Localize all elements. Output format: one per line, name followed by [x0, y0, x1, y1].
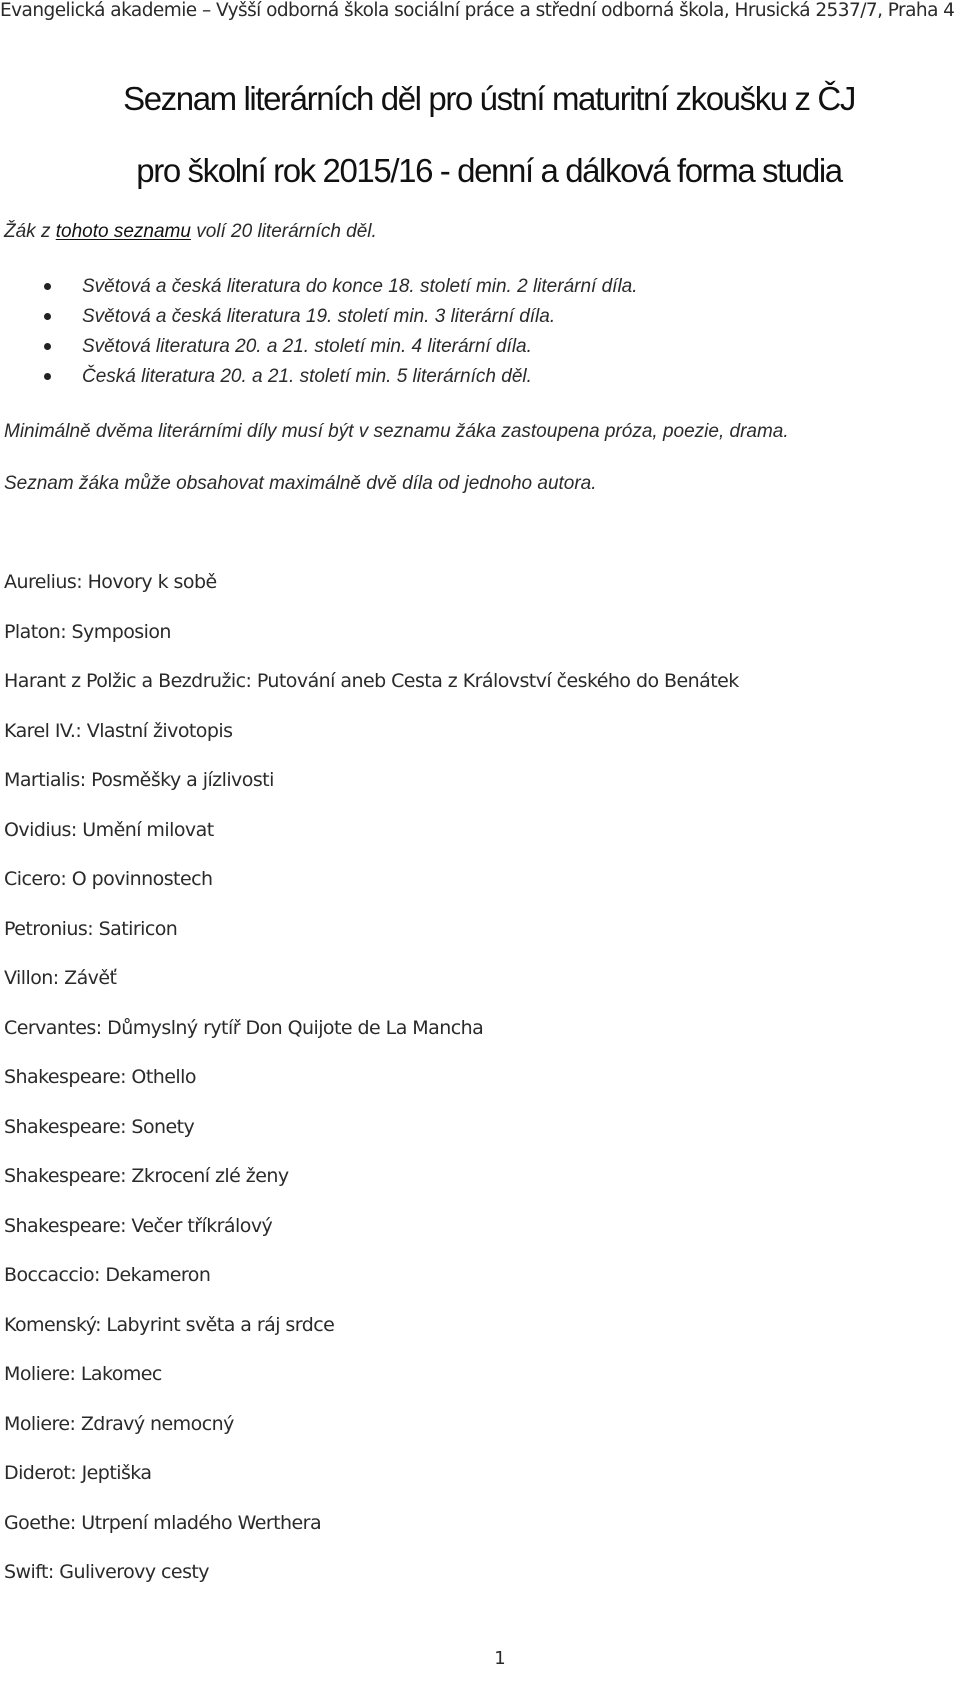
bullet-icon — [44, 283, 51, 290]
requirement-text: Světová literatura 20. a 21. století min. 4 literární díla. — [82, 336, 532, 357]
work-item: Petronius: Satiricon — [4, 917, 178, 940]
work-item: Diderot: Jeptiška — [4, 1462, 152, 1484]
work-item: Shakespeare: Zkrocení zlé ženy — [4, 1165, 289, 1187]
page-number: 1 — [494, 1648, 506, 1669]
works-list — [4, 568, 739, 1608]
work-item: Platon: Symposion — [4, 620, 171, 643]
work-item: Boccaccio: Dekameron — [4, 1264, 211, 1286]
requirement-item — [0, 272, 638, 302]
work-item: Goethe: Utrpení mladého Werthera — [4, 1511, 322, 1534]
requirements-list — [0, 272, 638, 392]
intro-prefix: Žák z — [4, 221, 56, 242]
requirement-text: Světová a česká literatura 19. století min. 3 literární díla. — [82, 306, 556, 327]
work-item: Swift: Guliverovy cesty — [4, 1561, 210, 1583]
work-item: Villon: Závěť — [4, 967, 117, 989]
requirement-text: Česká literatura 20. a 21. století min. 5 literárních děl. — [82, 366, 532, 387]
intro-text — [4, 221, 377, 243]
work-item: Cicero: O povinnostech — [4, 868, 213, 890]
work-item: Shakespeare: Othello — [4, 1066, 196, 1088]
bullet-icon — [44, 343, 51, 350]
work-item: Ovidius: Umění milovat — [4, 818, 214, 841]
work-item: Moliere: Zdravý nemocný — [4, 1412, 234, 1435]
intro-emphasis: tohoto seznamu — [55, 221, 191, 242]
work-item: Shakespeare: Sonety — [4, 1115, 195, 1138]
document-subtitle: pro školní rok 2015/16 - denní a dálková forma studia — [136, 152, 842, 189]
requirement-text: Světová a česká literatura do konce 18. století min. 2 literární díla. — [82, 276, 638, 297]
page-header: Evangelická akademie – Vyšší odborná škola sociální práce a střední odborná škola, Hrusická 2537/7, Praha 4 — [0, 0, 955, 21]
genre-note: Minimálně dvěma literárními díly musí být v seznamu žáka zastoupena próza, poezie, drama. — [4, 421, 789, 442]
document-title: Seznam literárních děl pro ústní maturitní zkoušku z ČJ — [123, 80, 855, 117]
work-item: Harant z Polžic a Bezdružic: Putování aneb Cesta z Království českého do Benátek — [4, 670, 739, 692]
work-item: Martialis: Posměšky a jízlivosti — [4, 769, 274, 791]
work-item: Komenský: Labyrint světa a ráj srdce — [4, 1313, 335, 1336]
bullet-icon — [44, 373, 51, 380]
requirement-item — [0, 302, 638, 332]
work-item: Aurelius: Hovory k sobě — [4, 571, 217, 593]
intro-suffix: volí 20 literárních děl. — [190, 221, 377, 242]
requirement-item — [0, 362, 638, 392]
work-item: Cervantes: Důmyslný rytíř Don Quijote de La Mancha — [4, 1016, 484, 1039]
author-limit-note: Seznam žáka může obsahovat maximálně dvě díla od jednoho autora. — [4, 473, 597, 494]
requirement-item — [0, 332, 638, 362]
bullet-icon — [44, 313, 51, 320]
work-item: Karel IV.: Vlastní životopis — [4, 719, 233, 742]
work-item: Shakespeare: Večer tříkrálový — [4, 1214, 273, 1237]
work-item: Moliere: Lakomec — [4, 1363, 162, 1385]
